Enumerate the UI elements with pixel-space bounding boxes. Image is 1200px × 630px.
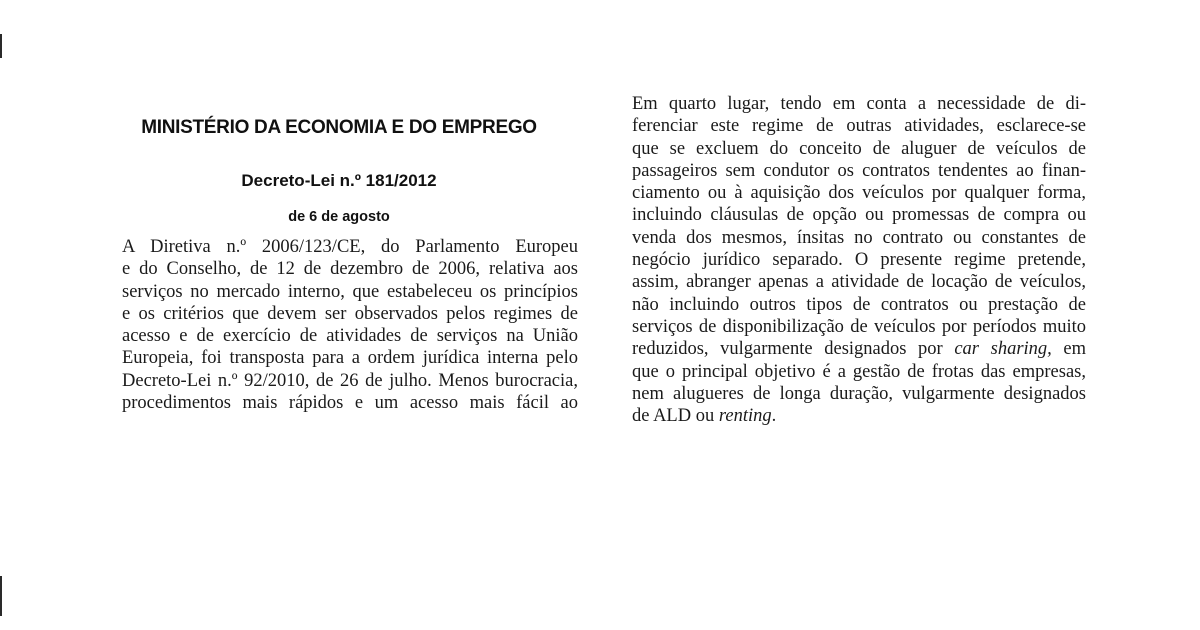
text-line — [608, 338, 1086, 360]
text-line: passageiros sem condutor os contratos tendentes ao finan- — [632, 160, 1086, 181]
italic-term: renting — [718, 406, 772, 427]
page-edge-mark-top — [0, 34, 2, 58]
left-paragraph — [100, 236, 578, 414]
text-segment: . — [771, 406, 777, 427]
text-line: serviços no mercado interno, que estabeleceu os princípios — [122, 281, 578, 302]
text-line: incluindo cláusulas de opção ou promessas de compra ou — [632, 205, 1086, 226]
text-line: A Diretiva n.º 2006/123/CE, do Parlamento Europeu — [122, 237, 578, 257]
text-segment: reduzidos, vulgarmente designados por — [632, 339, 955, 360]
text-line: serviços de disponibilização de veículos por períodos muito — [632, 316, 1086, 337]
text-segment: de ALD ou — [632, 406, 719, 427]
text-line: procedimentos mais rápidos e um acesso mais fácil ao — [122, 393, 578, 414]
text-line: que o principal objetivo é a gestão de frotas das empresas, — [632, 361, 1086, 382]
text-line — [608, 405, 1086, 427]
right-paragraph — [608, 93, 1086, 427]
ministry-heading: MINISTÉRIO DA ECONOMIA E DO EMPREGO — [141, 117, 537, 138]
text-line: nem alugueres de longa duração, vulgarmente designados — [632, 383, 1086, 404]
text-line: ciamento ou à aquisição dos veículos por qualquer forma, — [632, 183, 1086, 204]
decree-title: Decreto-Lei n.º 181/2012 — [241, 171, 437, 190]
text-line: não incluindo outros tipos de contratos ou prestação de — [632, 294, 1086, 315]
text-line: assim, abranger apenas a atividade de locação de veículos, — [632, 272, 1086, 293]
text-line: ferenciar este regime de outras atividades, esclarece-se — [632, 116, 1086, 137]
text-line: acesso e de exercício de atividades de serviços na União — [122, 326, 578, 347]
page-edge-mark-bottom — [0, 576, 2, 616]
text-line: Decreto-Lei n.º 92/2010, de 26 de julho. Menos burocracia, — [122, 370, 578, 391]
text-segment: em — [1051, 339, 1086, 360]
text-line: Em quarto lugar, tendo em conta a necessidade de di- — [632, 94, 1086, 114]
text-line: Europeia, foi transposta para a ordem jurídica interna pelo — [122, 348, 578, 369]
text-line: negócio jurídico separado. O presente regime pretende, — [632, 250, 1086, 271]
italic-term: car sharing, — [954, 339, 1052, 360]
text-line: e os critérios que devem ser observados pelos regimes de — [122, 303, 578, 324]
decree-date: de 6 de agosto — [288, 209, 390, 225]
text-line: e do Conselho, de 12 de dezembro de 2006, relativa aos — [122, 259, 578, 280]
text-line: venda dos mesmos, ínsitas no contrato ou constantes de — [632, 227, 1086, 248]
text-line: que se excluem do conceito de aluguer de veículos de — [632, 138, 1086, 159]
